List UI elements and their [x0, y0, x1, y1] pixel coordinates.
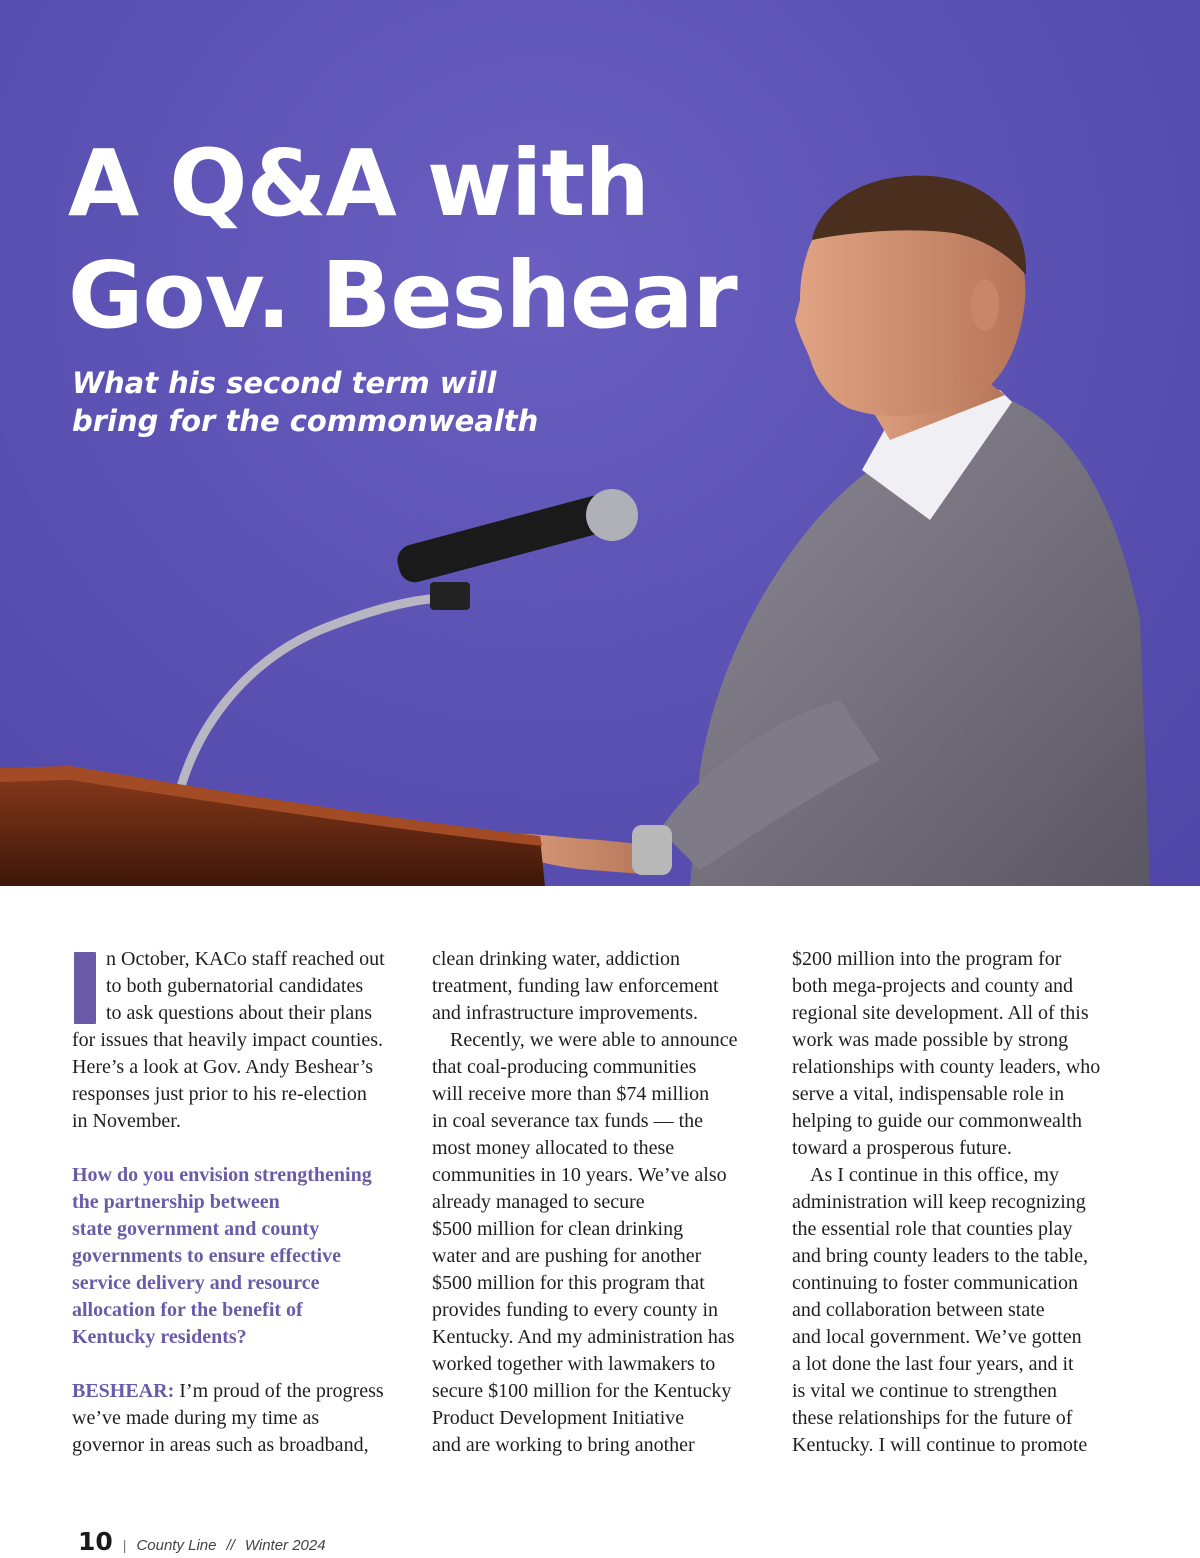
article-column-2 — [432, 946, 772, 1459]
intro-line: responses just prior to his re-election — [72, 1083, 367, 1105]
intro-line: to both gubernatorial candidates — [106, 975, 364, 997]
body-line: administration will keep recognizing — [792, 1191, 1086, 1213]
body-line: will receive more than $74 million — [432, 1083, 710, 1105]
title-line-2: Gov. Beshear — [68, 242, 737, 349]
body-line: and infrastructure improvements. — [432, 1002, 699, 1024]
answer-line — [72, 1378, 412, 1405]
body-line: $200 million into the program for — [792, 948, 1062, 970]
intro-line: n October, KACo staff reached out — [106, 948, 385, 970]
title-line-1: A Q&A with — [68, 130, 649, 237]
body-line: and are working to bring another — [432, 1434, 695, 1456]
question-line: governments to ensure effective — [72, 1245, 341, 1267]
body-line: both mega-projects and county and — [792, 975, 1074, 997]
article-subtitle — [72, 364, 592, 440]
body-line: in coal severance tax funds — the — [432, 1110, 704, 1132]
body-line: regional site development. All of this — [792, 1002, 1089, 1024]
answer-first-text: I’m proud of the progress — [174, 1380, 384, 1402]
body-line: the essential role that counties play — [792, 1218, 1073, 1240]
body-line: that coal-producing communities — [432, 1056, 697, 1078]
article-column-1 — [72, 946, 412, 1459]
intro-line: in November. — [72, 1110, 181, 1132]
body-line: clean drinking water, addiction — [432, 948, 680, 970]
body-line: communities in 10 years. We’ve also — [432, 1164, 727, 1186]
body-line: toward a prosperous future. — [792, 1137, 1012, 1159]
body-line: treatment, funding law enforcement — [432, 975, 719, 997]
body-line: As I continue in this office, my — [810, 1164, 1060, 1186]
question-line: How do you envision strengthening — [72, 1164, 372, 1186]
body-line: relationships with county leaders, who — [792, 1056, 1101, 1078]
question-line: service delivery and resource — [72, 1272, 320, 1294]
body-line: water and are pushing for another — [432, 1245, 702, 1267]
subtitle-line-1: What his second term will — [72, 366, 497, 400]
article-column-3 — [792, 946, 1137, 1459]
body-line: a lot done the last four years, and it — [792, 1353, 1074, 1375]
body-line: $500 million for clean drinking — [432, 1218, 684, 1240]
intro-line: Here’s a look at Gov. Andy Beshear’s — [72, 1056, 374, 1078]
article-title — [68, 128, 788, 352]
intro-line: to ask questions about their plans — [106, 1002, 373, 1024]
body-line: provides funding to every county in — [432, 1299, 719, 1321]
answer-line: we’ve made during my time as — [72, 1407, 320, 1429]
subtitle-line-2: bring for the commonwealth — [72, 404, 539, 438]
body-line: worked together with lawmakers to — [432, 1353, 716, 1375]
body-line: secure $100 million for the Kentucky — [432, 1380, 732, 1402]
answer-line: governor in areas such as broadband, — [72, 1434, 369, 1456]
body-line: helping to guide our commonwealth — [792, 1110, 1082, 1132]
body-line: and collaboration between state — [792, 1299, 1045, 1321]
footer-divider: // — [226, 1537, 235, 1554]
question-line: the partnership between — [72, 1191, 280, 1213]
body-line: Kentucky. I will continue to promote — [792, 1434, 1088, 1456]
body-line: Product Development Initiative — [432, 1407, 685, 1429]
body-line: work was made possible by strong — [792, 1029, 1069, 1051]
body-line: is vital we continue to strengthen — [792, 1380, 1057, 1402]
page-number: 10 — [78, 1527, 113, 1556]
page-footer — [78, 1527, 326, 1558]
question-line: Kentucky residents? — [72, 1326, 247, 1348]
body-line: serve a vital, indispensable role in — [792, 1083, 1065, 1105]
footer-separator: | — [122, 1537, 127, 1553]
interview-question — [72, 1162, 412, 1351]
body-line: already managed to secure — [432, 1191, 645, 1213]
body-line: continuing to foster communication — [792, 1272, 1079, 1294]
body-line: $500 million for this program that — [432, 1272, 705, 1294]
speaker-label: BESHEAR: — [72, 1380, 175, 1402]
drop-cap-letter — [74, 952, 96, 1024]
publication-name: County Line — [136, 1537, 217, 1554]
body-line: most money allocated to these — [432, 1137, 675, 1159]
body-line: and local government. We’ve gotten — [792, 1326, 1082, 1348]
issue-date: Winter 2024 — [244, 1537, 326, 1554]
intro-paragraph — [72, 946, 412, 1135]
interview-answer — [72, 1378, 412, 1459]
body-line: Recently, we were able to announce — [450, 1029, 738, 1051]
body-line: Kentucky. And my administration has — [432, 1326, 735, 1348]
question-line: allocation for the benefit of — [72, 1299, 303, 1321]
question-line: state government and county — [72, 1218, 320, 1240]
body-line: and bring county leaders to the table, — [792, 1245, 1089, 1267]
intro-line: for issues that heavily impact counties. — [72, 1029, 384, 1051]
body-line: these relationships for the future of — [792, 1407, 1073, 1429]
